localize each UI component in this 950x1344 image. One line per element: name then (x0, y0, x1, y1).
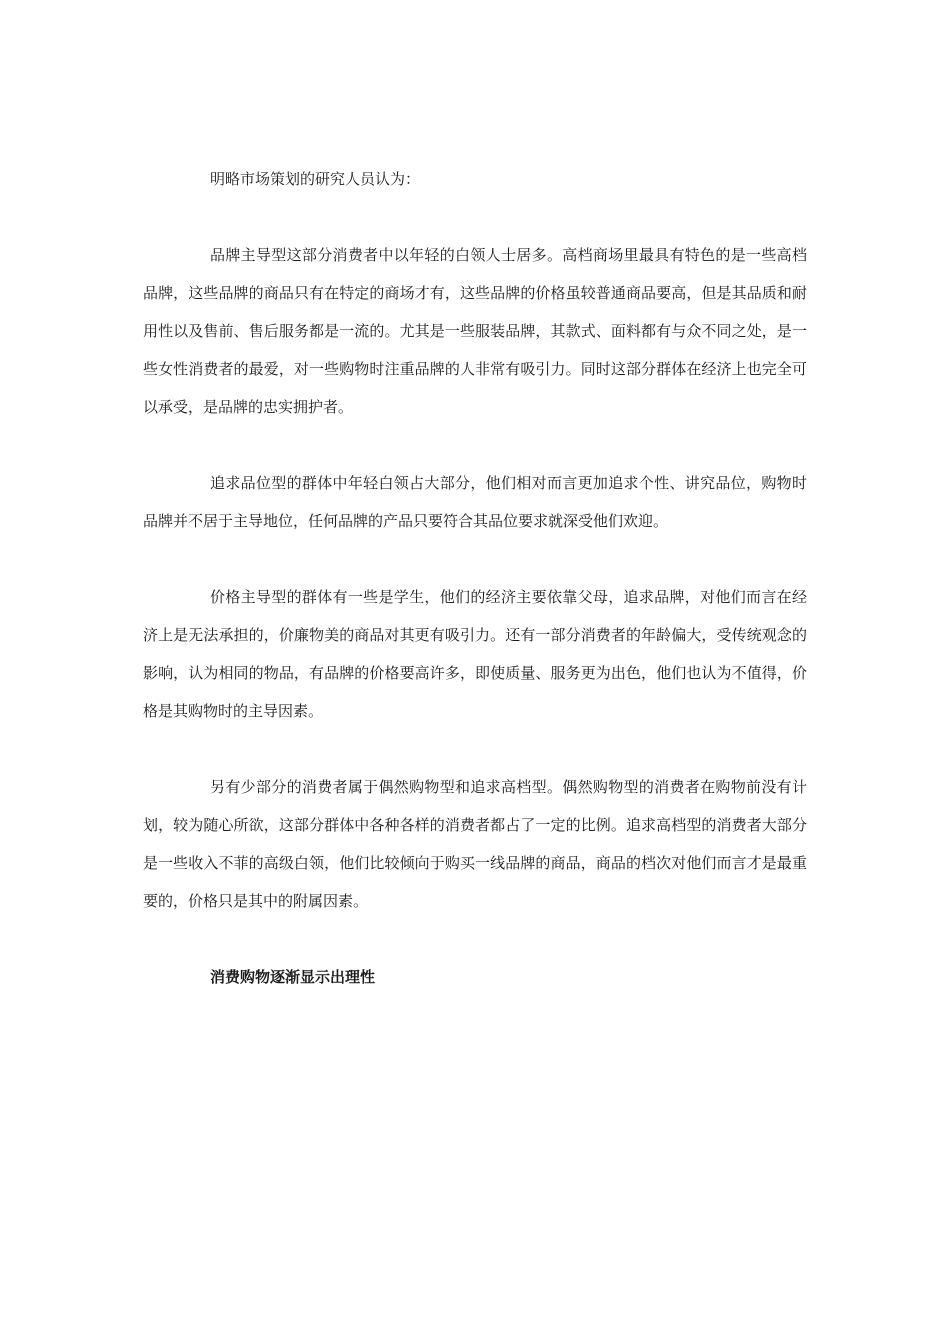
paragraph-gap (143, 198, 807, 236)
paragraph-price-oriented: 价格主导型的群体有一些是学生，他们的经济主要依靠父母，追求品牌，对他们而言在经济上是无法承担的，价廉物美的商品对其更有吸引力。还有一部分消费者的年龄偏大，受传统观念的影响，认为相同的物品，有品牌的价格要高许多，即使质量、服务更为出色，他们也认为不值得，价格是其购物时的主导因素。 (143, 588, 807, 720)
intro-line: 明略市场策划的研究人员认为： (210, 170, 421, 188)
section-heading: 消费购物逐渐显示出理性 (210, 968, 376, 986)
document-body (143, 160, 807, 996)
paragraph-gap (143, 920, 807, 958)
paragraph-gap (143, 426, 807, 464)
paragraph-brand-oriented: 品牌主导型这部分消费者中以年轻的白领人士居多。高档商场里最具有特色的是一些高档品牌，这些品牌的商品只有在特定的商场才有，这些品牌的价格虽较普通商品要高，但是其品质和耐用性以及售前、售后服务都是一流的。尤其是一些服装品牌，其款式、面料都有与众不同之处，是一些女性消费者的最爱，对一些购物时注重品牌的人非常有吸引力。同时这部分群体在经济上也完全可以承受，是品牌的忠实拥护者。 (143, 246, 807, 416)
paragraph-gap (143, 730, 807, 768)
paragraph-occasional-highend: 另有少部分的消费者属于偶然购物型和追求高档型。偶然购物型的消费者在购物前没有计划，较为随心所欲，这部分群体中各种各样的消费者都占了一定的比例。追求高档型的消费者大部分是一些收入不菲的高级白领，他们比较倾向于购买一线品牌的商品，商品的档次对他们而言才是最重要的，价格只是其中的附属因素。 (143, 778, 807, 910)
paragraph-gap (143, 540, 807, 578)
paragraph-taste-oriented: 追求品位型的群体中年轻白领占大部分，他们相对而言更加追求个性、讲究品位，购物时品牌并不居于主导地位，任何品牌的产品只要符合其品位要求就深受他们欢迎。 (143, 474, 807, 530)
